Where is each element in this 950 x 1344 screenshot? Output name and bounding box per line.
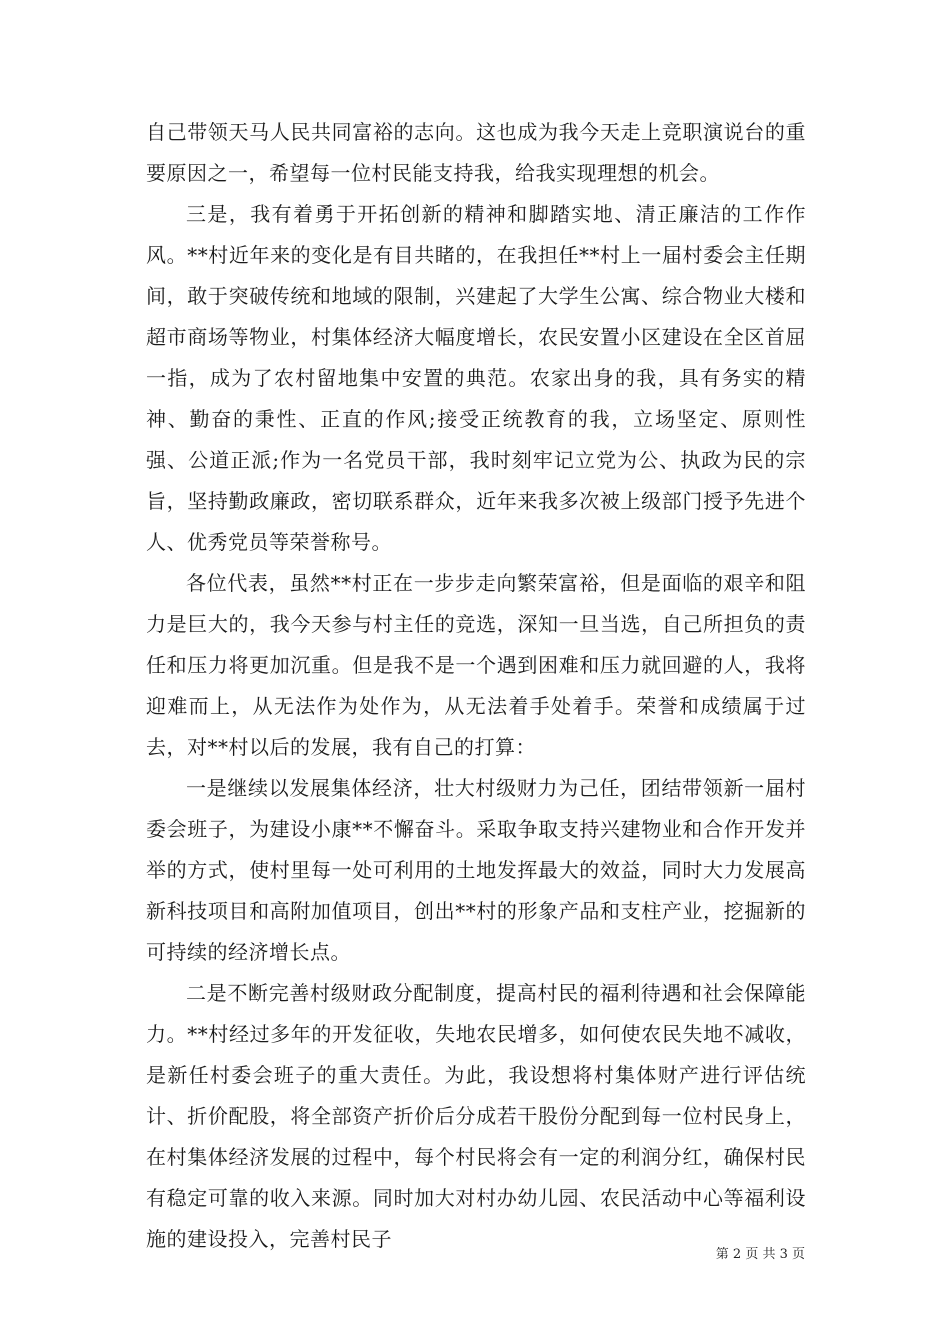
- paragraph-plan-two: 二是不断完善村级财政分配制度，提高村民的福利待遇和社会保障能力。**村经过多年的开发征收，失地农民增多，如何使农民失地不减收，是新任村委会班子的重大责任。为此，我设想将村集体财产进行评估统计、折价配股，将全部资产折价后分成若干股份分配到每一位村民身上，在村集体经济发展的过程中，每个村民将会有一定的利润分红，确保村民有稳定可靠的收入来源。同时加大对村办幼儿园、农民活动中心等福利设施的建设投入，完善村民子: [146, 981, 806, 1251]
- paragraph-plan-one: 一是继续以发展集体经济，壮大村级财力为己任，团结带领新一届村委会班子，为建设小康**不懈奋斗。采取争取支持兴建物业和合作开发并举的方式，使村里每一处可利用的土地发挥最大的效益，同时大力发展高新科技项目和高附加值项目，创出**村的形象产品和支柱产业，挖掘新的可持续的经济增长点。: [146, 776, 806, 964]
- document-body: [146, 112, 806, 1260]
- page-number-footer: 第 2 页 共 3 页: [715, 1247, 805, 1262]
- paragraph-representatives: 各位代表，虽然**村正在一步步走向繁荣富裕，但是面临的艰辛和阻力是巨大的，我今天参与村主任的竞选，深知一旦当选，自己所担负的责任和压力将更加沉重。但是我不是一个遇到困难和压力就回避的人，我将迎难而上，从无法作为处作为，从无法着手处着手。荣誉和成绩属于过去，对**村以后的发展，我有自己的打算：: [146, 571, 806, 759]
- paragraph-continuation: 自己带领天马人民共同富裕的志向。这也成为我今天走上竞职演说台的重要原因之一，希望每一位村民能支持我，给我实现理想的机会。: [146, 120, 806, 185]
- paragraph-third-point: 三是，我有着勇于开拓创新的精神和脚踏实地、清正廉洁的工作作风。**村近年来的变化是有目共睹的，在我担任**村上一届村委会主任期间，敢于突破传统和地域的限制，兴建起了大学生公寓、综合物业大楼和超市商场等物业，村集体经济大幅度增长，农民安置小区建设在全区首屈一指，成为了农村留地集中安置的典范。农家出身的我，具有务实的精神、勤奋的秉性、正直的作风;接受正统教育的我，立场坚定、原则性强、公道正派;作为一名党员干部，我时刻牢记立党为公、执政为民的宗旨，坚持勤政廉政，密切联系群众，近年来我多次被上级部门授予先进个人、优秀党员等荣誉称号。: [146, 202, 806, 554]
